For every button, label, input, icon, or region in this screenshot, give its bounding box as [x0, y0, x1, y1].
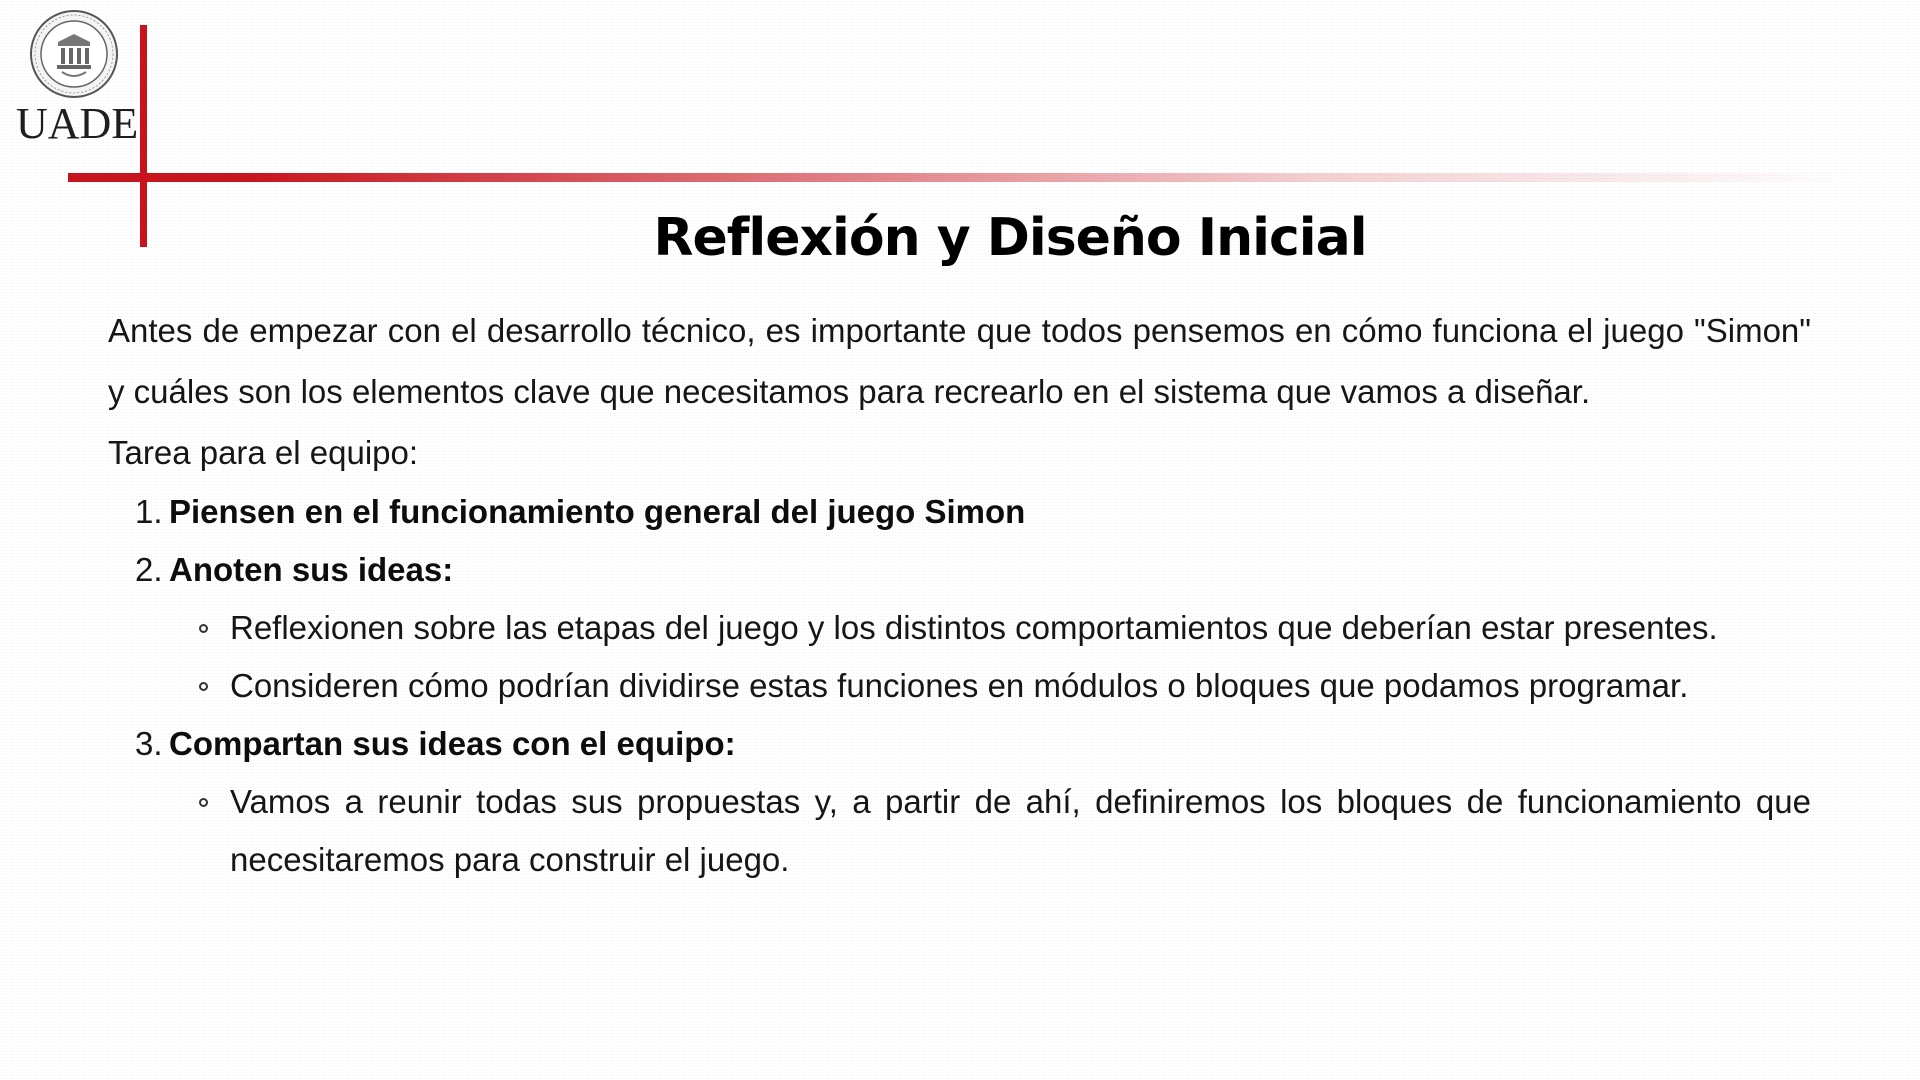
- intro-paragraph: Antes de empezar con el desarrollo técnico, es importante que todos pensemos en cómo funciona el juego "Simon" y cuáles son los elementos clave que necesitamos para recrearlo en el sistema que vamos a diseñar.: [108, 312, 1811, 410]
- step-number: 1.: [135, 493, 163, 530]
- uade-logo: [14, 8, 139, 148]
- slide-title: Reflexión y Diseño Inicial: [653, 208, 1367, 268]
- university-seal-icon: [28, 8, 120, 100]
- circle-bullet-icon: [199, 798, 208, 807]
- sub-bullet-text: Reflexionen sobre las etapas del juego y los distintos comportamientos que deberían estar presentes.: [230, 609, 1718, 646]
- accent-horizontal-line: [68, 173, 1848, 182]
- sub-bullet-list: [169, 599, 1811, 715]
- sub-bullet-item: [230, 773, 1811, 889]
- sub-bullet-item: [230, 657, 1811, 715]
- accent-vertical-line: [140, 25, 147, 247]
- sub-bullet-item: [230, 599, 1811, 657]
- slide-content: [108, 300, 1811, 889]
- step-item: [108, 541, 1811, 715]
- step-label: Compartan sus ideas con el equipo:: [169, 725, 736, 762]
- logo-text: UADE: [16, 99, 139, 148]
- step-item: [108, 715, 1811, 889]
- circle-bullet-icon: [199, 682, 208, 691]
- step-label: Anoten sus ideas:: [169, 551, 454, 588]
- steps-list: [108, 483, 1811, 889]
- task-label: Tarea para el equipo:: [108, 434, 419, 471]
- step-number: 3.: [135, 725, 163, 762]
- sub-bullet-text: Consideren cómo podrían dividirse estas funciones en módulos o bloques que podamos programar.: [230, 667, 1689, 704]
- sub-bullet-text: Vamos a reunir todas sus propuestas y, a partir de ahí, definiremos los bloques de funcionamiento que necesitaremos para construir el juego.: [230, 783, 1811, 878]
- sub-bullet-list: [169, 773, 1811, 889]
- circle-bullet-icon: [199, 624, 208, 633]
- step-label: Piensen en el funcionamiento general del juego Simon: [169, 493, 1026, 530]
- step-item: [108, 483, 1811, 541]
- step-number: 2.: [135, 551, 163, 588]
